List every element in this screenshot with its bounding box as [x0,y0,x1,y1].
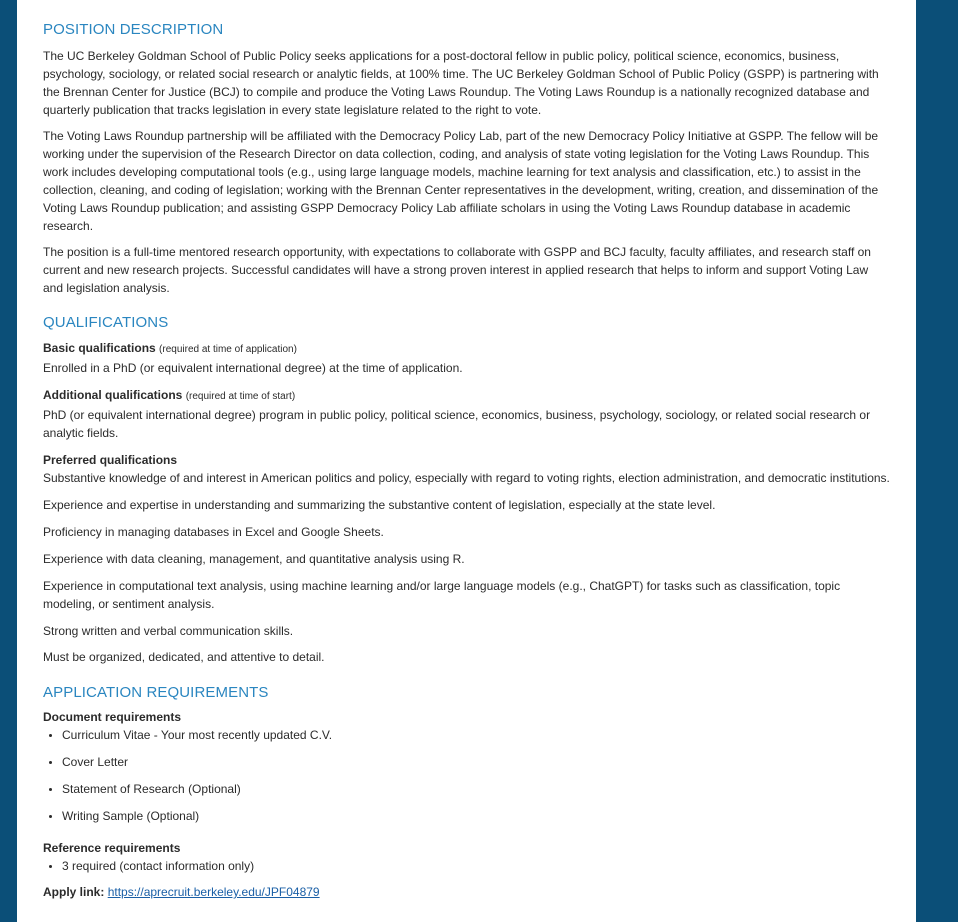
preferred-item: Experience and expertise in understanding and summarizing the substantive content of legislation, especially at the state level. [43,498,716,512]
document-requirements [43,708,890,825]
position-paragraph: The UC Berkeley Goldman School of Public Policy seeks applications for a post-doctoral fellow in public policy, political science, economics, business, psychology, sociology, or related social research or analytic fields, at 100% time. The UC Berkeley Goldman School of Public Policy (GSPP) is partnering with the Brennan Center for Justice (BCJ) to compile and produce the Voting Laws Roundup. The Voting Laws Roundup is a nationally recognized database and quarterly publication that tracks legislation in every state legislature related to the right to vote. [43,49,879,117]
apply-link-label: Apply link: [43,885,105,899]
application-requirements-heading: APPLICATION REQUIREMENTS [43,684,269,701]
list-item: • Cover Letter [62,753,890,771]
position-paragraph: The Voting Laws Roundup partnership will be affiliated with the Democracy Policy Lab, part of the new Democracy Policy Initiative at GSPP. The fellow will be working under the supervision of the Research Director on data collection, coding, and analysis of state voting legislation for the Voting Laws Roundup. This work includes developing computational tools (e.g., using large language models, machine learning for text analysis and classification, etc.) to assist in the collection, cleaning, and coding of legislation; working with the Brennan Center representatives in the development, writing, creation, and dissemination of the Voting Laws Roundup publication; and assisting GSPP Democracy Policy Lab affiliate scholars in using the Voting Laws Roundup database in academic research. [43,129,879,233]
preferred-item: Proficiency in managing databases in Excel and Google Sheets. [43,525,384,539]
list-item: • Curriculum Vitae - Your most recently updated C.V. [62,726,890,744]
reference-requirements [43,839,890,875]
preferred-qualifications [43,451,890,666]
list-item: • Statement of Research (Optional) [62,780,890,798]
preferred-item: Substantive knowledge of and interest in American politics and policy, especially with regard to voting rights, election administration, and democratic institutions. [43,471,890,485]
reference-requirements-label: Reference requirements [43,841,181,855]
basic-qualifications-label: Basic qualifications [43,341,156,355]
preferred-qualifications-label: Preferred qualifications [43,453,178,467]
additional-qualifications [43,386,890,442]
basic-qualifications-text: Enrolled in a PhD (or equivalent international degree) at the time of application. [43,361,463,375]
job-posting-panel [17,0,916,922]
reference-list [43,857,890,875]
apply-link[interactable]: https://aprecruit.berkeley.edu/JPF04879 [107,885,320,899]
document-list [43,726,890,825]
additional-qualifications-text: PhD (or equivalent international degree) program in public policy, political science, economics, business, psychology, sociology, or related social research or analytic fields. [43,408,871,440]
basic-qualifications-note: (required at time of application) [159,344,297,355]
additional-qualifications-note: (required at time of start) [185,391,296,402]
additional-qualifications-label: Additional qualifications [43,388,183,402]
document-requirements-label: Document requirements [43,710,182,724]
apply-link-row [43,883,890,901]
preferred-item: Experience in computational text analysis, using machine learning and/or large language models (e.g., ChatGPT) for tasks such as classification, topic modeling, or sentiment analysis. [43,579,841,611]
preferred-item: Must be organized, dedicated, and attentive to detail. [43,650,325,664]
basic-qualifications [43,339,890,377]
list-item: • 3 required (contact information only) [62,857,890,875]
list-item: • Writing Sample (Optional) [62,807,890,825]
qualifications-heading: QUALIFICATIONS [43,314,169,331]
position-description-heading: POSITION DESCRIPTION [43,21,224,38]
preferred-item: Experience with data cleaning, management, and quantitative analysis using R. [43,552,465,566]
preferred-item: Strong written and verbal communication skills. [43,624,294,638]
position-paragraph: The position is a full-time mentored research opportunity, with expectations to collaborate with GSPP and BCJ faculty, faculty affiliates, and research staff on current and new research projects. Successful candidates will have a strong proven interest in applied research that helps to inform and support Voting Law and legislation analysis. [43,245,871,295]
